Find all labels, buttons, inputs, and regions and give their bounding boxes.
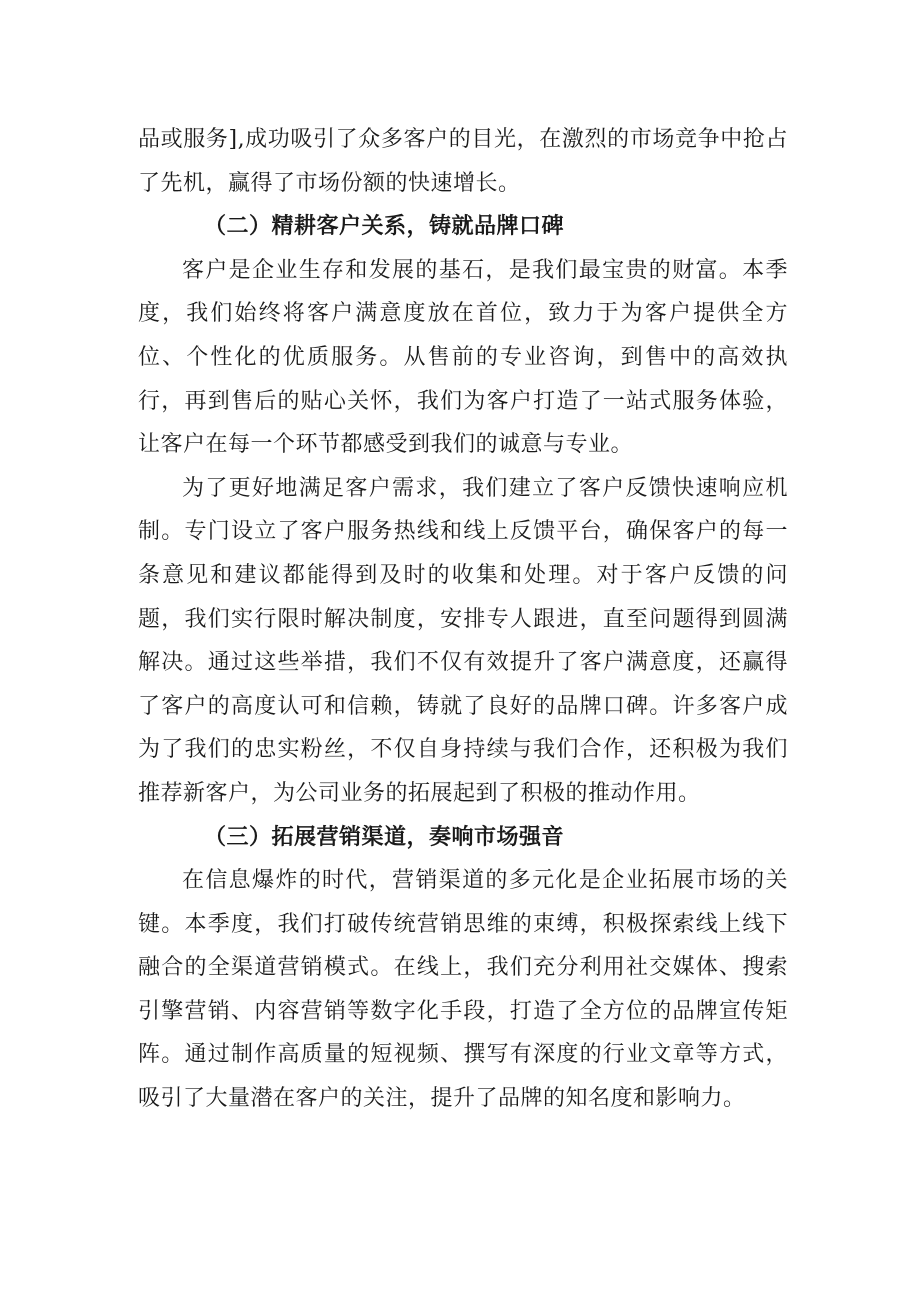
paragraph-marketing-channels: 在信息爆炸的时代，营销渠道的多元化是企业拓展市场的关键。本季度，我们打破传统营销思维的束缚，积极探索线上线下融合的全渠道营销模式。在线上，我们充分利用社交媒体、搜索引擎营销、内容营销等数字化手段，打造了全方位的品牌宣传矩阵。通过制作高质量的短视频、撰写有深度的行业文章等方式，吸引了大量潜在客户的关注，提升了品牌的知名度和影响力。	[138, 868, 788, 1112]
document-page	[138, 118, 788, 1121]
paragraph-customer-foundation: 客户是企业生存和发展的基石，是我们最宝贵的财富。本季度，我们始终将客户满意度放在首位，致力于为客户提供全方位、个性化的优质服务。从售前的专业咨询，到售中的高效执行，再到售后的贴心关怀，我们为客户打造了一站式服务体验，让客户在每一个环节都感受到我们的诚意与专业。	[138, 257, 788, 458]
paragraph-continuation: 品或服务],成功吸引了众多客户的目光，在激烈的市场竞争中抢占了先机，赢得了市场份额的快速增长。	[138, 127, 788, 196]
section-heading-3: （三）拓展营销渠道，奏响市场强音	[204, 824, 565, 850]
section-heading-2: （二）精耕客户关系，铸就品牌口碑	[204, 214, 565, 240]
paragraph-feedback-mechanism: 为了更好地满足客户需求，我们建立了客户反馈快速响应机制。专门设立了客户服务热线和线上反馈平台，确保客户的每一条意见和建议都能得到及时的收集和处理。对于客户反馈的问题，我们实行限时解决制度，安排专人跟进，直至问题得到圆满解决。通过这些举措，我们不仅有效提升了客户满意度，还赢得了客户的高度认可和信赖，铸就了良好的品牌口碑。许多客户成为了我们的忠实粉丝，不仅自身持续与我们合作，还积极为我们推荐新客户，为公司业务的拓展起到了积极的推动作用。	[138, 475, 788, 806]
